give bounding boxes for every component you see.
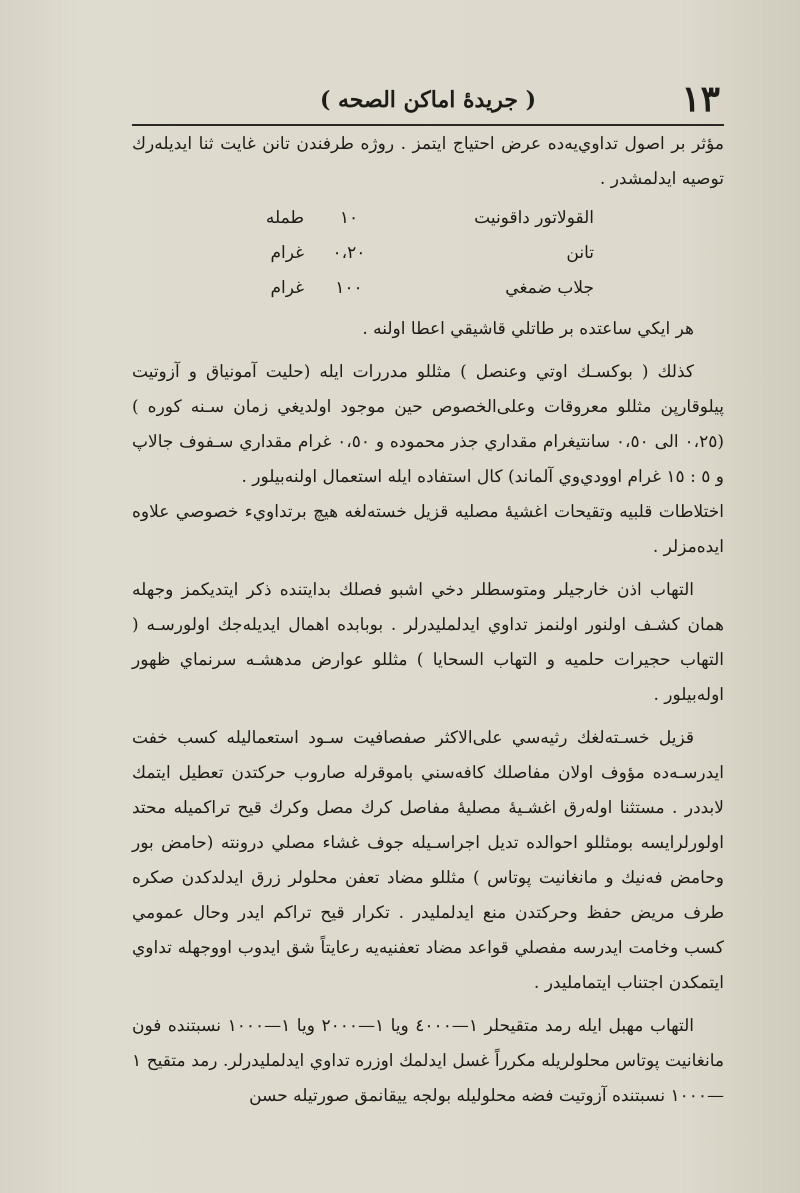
paragraph-3: كذلك ( بوكسـك اوتي وعنصل ) مثللو مدررات ايله (حليت آمونياق و آزوتيت پيلوقارپن مثللو معروقات وعلى‌الخصوص حين موجود اولديغي زمان سـنه كوره ) (٠،٢٥ الى ٠،٥٠ سانتيغرام مقداري جذر محموده و ٠،٥٠ غرام مقداري سـفوف جالاپ و ٥ : ١٥ غرام اوودي‌وي آلماند) كال استفاده ايله استعمال اولنه‌بيلور .: [132, 362, 724, 487]
journal-title: ( جريدهٔ اماكن الصحه ): [319, 87, 537, 113]
prescription-quantity: ٠،٢٠: [332, 243, 366, 263]
prescription-table: [132, 201, 724, 306]
paragraph-7: التهاب مهبل ايله رمد متقيحلر ١—٤٠٠٠ ويا ١—٢٠٠٠ ويا ١—١٠٠٠ نسبتنده فون مانغانيت پوتاس محلولريله مكرراً غسل ايدلمك اوزره تداوي ايدلمليدرلر. رمد متقيح ١—١٠٠٠ نسبتنده آزوتيت فضه محلوليله بولجه ييقانمق صورتيله حسن: [132, 1016, 724, 1106]
prescription-row: [132, 236, 724, 271]
paragraph-5: التهاب اذن خارجيلر ومتوسطلر دخي اشبو فصلك بدايتنده ذكر ايتديكمز وجهله همان كشـف اولنور اولنمز تداوي ايدلمليدرلر . بوبابده اهمال ايديله‌جك اولورسـه ( التهاب حجيرات حلميه و التهاب السحايا ) مثللو عوارض مدهشـه سرنماي ظهور اوله‌بيلور .: [132, 580, 724, 705]
paragraph-6: قزيل خسـته‌لغك رثيه‌سي على‌الاكثر صفصافيت سـود استعماليله كسب خفت ايدرسـه‌ده مؤوف اولان مفاصلك كافه‌سني باموقرله صاروب حركتدن تعطيل ايتمك لابددر . مستثنا اوله‌رق اغشـيهٔ مصليهٔ مفاصل كرك مصل وكرك قيح تراكميله محتد اولورلرايسه بومثللو احوالده تديل اجراسـيله جوف غشاء مصلي درونته (حامض بور وحامض فه‌نيك و مانغانيت پوتاس ) مثللو مضاد تعفن محلولر زرق ايدلدكدن صكره طرف مريض حفظ وحركتدن منع ايدلمليدر . تكرار قيح تراكم ايدر وحال عمومي كسب وخامت ايدرسه مفصلي قواعد مضاد تعفنيه‌يه رعايتاً شق ايدوب اووجهله تداوي ايتمكدن اجتناب ايتماملیدر .: [132, 728, 724, 993]
prescription-item: القولاتور داقونيت: [474, 208, 594, 228]
paragraph-2: هر ايكي ساعتده بر طاتلي قاشيقي اعطا اولنه .: [362, 319, 694, 339]
header-rule: [132, 124, 724, 126]
paragraph-4: اختلاطات قلبيه وتقيحات اغشيهٔ مصليه قزيل خسته‌لغه هيچ برتداويء خصوصي علاوه ايده‌مزلر .: [132, 502, 724, 557]
prescription-unit: طمله: [265, 208, 304, 228]
prescription-item: تانن: [566, 243, 594, 263]
page-number: ١٣: [681, 78, 720, 120]
prescription-unit: غرام: [270, 243, 304, 263]
prescription-row: [132, 201, 724, 236]
page-header: [132, 74, 724, 124]
prescription-item: جلاب ضمغي: [505, 278, 594, 298]
prescription-row: [132, 271, 724, 306]
prescription-quantity: ١٠٠: [335, 278, 363, 298]
prescription-quantity: ١٠: [339, 208, 359, 228]
body-text: [132, 127, 724, 1114]
paragraph-1: مؤثر بر اصول تداوي‌يه‌ده عرض احتياج ايتمز . روژه طرفندن تانن غايت ثنا ايديله‌رك توصيه ايدلمشدر .: [132, 134, 724, 189]
prescription-unit: غرام: [270, 278, 304, 298]
